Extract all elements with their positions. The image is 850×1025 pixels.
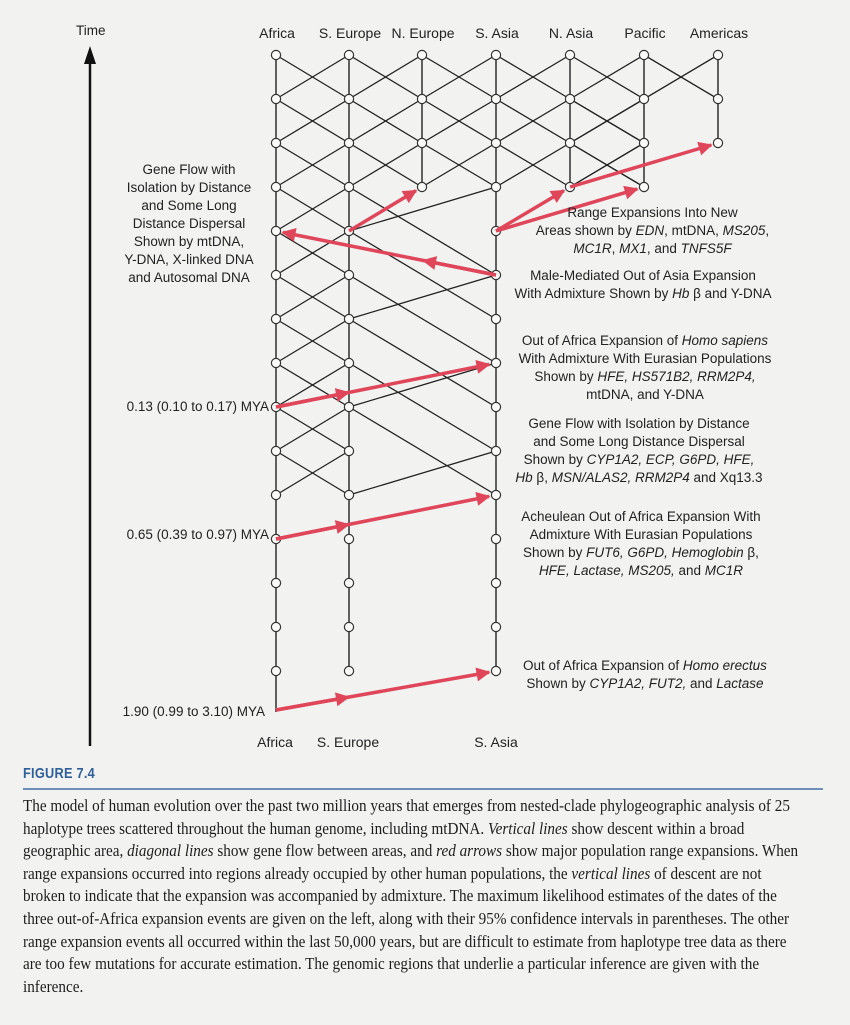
time-label: Time: [76, 23, 106, 38]
population-node: [344, 314, 353, 323]
population-node: [271, 270, 280, 279]
range-expansion-arrow-mid: [276, 697, 349, 710]
range-expansion-arrow-mid: [276, 524, 349, 539]
population-node: [271, 578, 280, 587]
population-node: [491, 490, 500, 499]
population-node: [491, 314, 500, 323]
bottom-s-europe: S. Europe: [316, 734, 380, 750]
homo-erectus-label: Out of Africa Expansion of Homo erectus Shown by CYP1A2, FUT2, and Lactase: [523, 658, 767, 691]
column-pacific: Pacific: [624, 25, 666, 41]
population-node: [713, 50, 722, 59]
date-label-1-90: 1.90 (0.99 to 3.10) MYA: [122, 704, 265, 719]
out-of-asia-label: Male-Mediated Out of Asia Expansion With Admixture Shown by Hb β and Y-DNA: [514, 268, 772, 301]
gene-flow-left-label: Gene Flow with Isolation by Distance and Some Long Distance Dispersal Shown by mtDNA, Y-DNA, X-linked DNA and Autosomal DNA: [124, 162, 254, 285]
figure-divider: [23, 788, 823, 790]
population-node: [417, 50, 426, 59]
population-node: [271, 182, 280, 191]
population-node: [344, 270, 353, 279]
population-node: [271, 666, 280, 675]
population-node: [565, 50, 574, 59]
population-node: [271, 94, 280, 103]
bottom-africa: Africa: [257, 734, 293, 750]
population-node: [713, 94, 722, 103]
population-node: [639, 182, 648, 191]
range-expansion-arrow: [570, 145, 711, 187]
population-node: [271, 314, 280, 323]
bottom-s-asia: S. Asia: [474, 734, 518, 750]
population-node: [344, 578, 353, 587]
population-node: [271, 446, 280, 455]
population-node: [565, 138, 574, 147]
column-n-asia: N. Asia: [548, 25, 594, 41]
column-n-europe: N. Europe: [391, 25, 455, 41]
population-node: [639, 50, 648, 59]
gene-flow-line: [349, 187, 496, 231]
acheulean-label: Acheulean Out of Africa Expansion With Admixture With Eurasian Populations Shown by FUT6, G6PD, Hemoglobin β, HFE, Lactase, MS205, and MC1R: [521, 509, 761, 578]
figure-caption: The model of human evolution over the past two million years that emerges from nested-clade phylogeographic analysis of 25 haplotype trees scattered throughout the human genome, including mtDNA. Vertical lines show descent within a broad geographic area, diagonal lines show gene flow between areas, and red arrows show major population range expansions. When range expansions occurred into regions already occupied by other human populations, the vertical lines of descent are not broken to indicate that the expansion was accompanied by admixture. The maximum likelihood estimates of the dates of the three out-of-Africa expansion events are given on the left, along with their 95% confidence intervals in parentheses. The other range expansion events all occurred within the last 50,000 years, but are difficult to estimate from haplotype tree data as there are too few mutations for accurate estimation. The genomic regions that underlie a particular inference are given with the inference.: [23, 796, 799, 996]
range-expansion-arrow: [349, 191, 416, 231]
column-s-europe: S. Europe: [318, 25, 382, 41]
gene-flow-line: [349, 407, 496, 495]
gene-flow-line: [349, 275, 496, 319]
population-node: [417, 94, 426, 103]
population-node: [713, 138, 722, 147]
population-node: [639, 138, 648, 147]
population-node: [639, 94, 648, 103]
time-arrow-head-icon: [84, 46, 96, 64]
population-node: [417, 182, 426, 191]
gene-flow-right-label: Gene Flow with Isolation by Distance and Some Long Distance Dispersal Shown by CYP1A2, ECP, G6PD, HFE, Hb β, MSN/ALAS2, RRM2P4 and Xq13.3: [515, 416, 763, 485]
column-s-asia: S. Asia: [475, 25, 519, 41]
population-node: [271, 50, 280, 59]
population-node: [491, 50, 500, 59]
population-node: [344, 490, 353, 499]
column-africa: Africa: [259, 25, 295, 41]
population-node: [271, 226, 280, 235]
population-node: [565, 94, 574, 103]
population-node: [271, 358, 280, 367]
population-node: [344, 50, 353, 59]
population-node: [344, 94, 353, 103]
homo-sapiens-label: Out of Africa Expansion of Homo sapiens With Admixture With Eurasian Populations Shown by HFE, HS571B2, RRM2P4, mtDNA, and Y-DNA: [518, 333, 772, 402]
gene-flow-line: [349, 319, 496, 407]
population-node: [271, 490, 280, 499]
population-node: [271, 138, 280, 147]
population-node: [491, 94, 500, 103]
population-node: [344, 358, 353, 367]
population-node: [344, 622, 353, 631]
gene-flow-line: [349, 231, 496, 319]
column-americas: Americas: [689, 25, 749, 41]
population-node: [344, 446, 353, 455]
gene-flow-line: [349, 451, 496, 495]
range-expansions-label: Range Expansions Into New Areas shown by EDN, mtDNA, MS205, MC1R, MX1, and TNFS5F: [535, 205, 770, 256]
population-node: [491, 182, 500, 191]
date-label-0-65: 0.65 (0.39 to 0.97) MYA: [126, 527, 269, 542]
population-node: [344, 138, 353, 147]
gene-flow-line: [349, 275, 496, 363]
population-node: [491, 138, 500, 147]
population-node: [344, 182, 353, 191]
date-label-0-13: 0.13 (0.10 to 0.17) MYA: [126, 399, 269, 414]
figure-title: FIGURE 7.4: [23, 765, 95, 782]
population-node: [417, 138, 426, 147]
population-node: [491, 622, 500, 631]
population-node: [344, 534, 353, 543]
population-node: [344, 402, 353, 411]
gene-flow-line: [349, 363, 496, 407]
time-axis: [84, 46, 96, 746]
population-node: [344, 666, 353, 675]
population-node: [271, 622, 280, 631]
